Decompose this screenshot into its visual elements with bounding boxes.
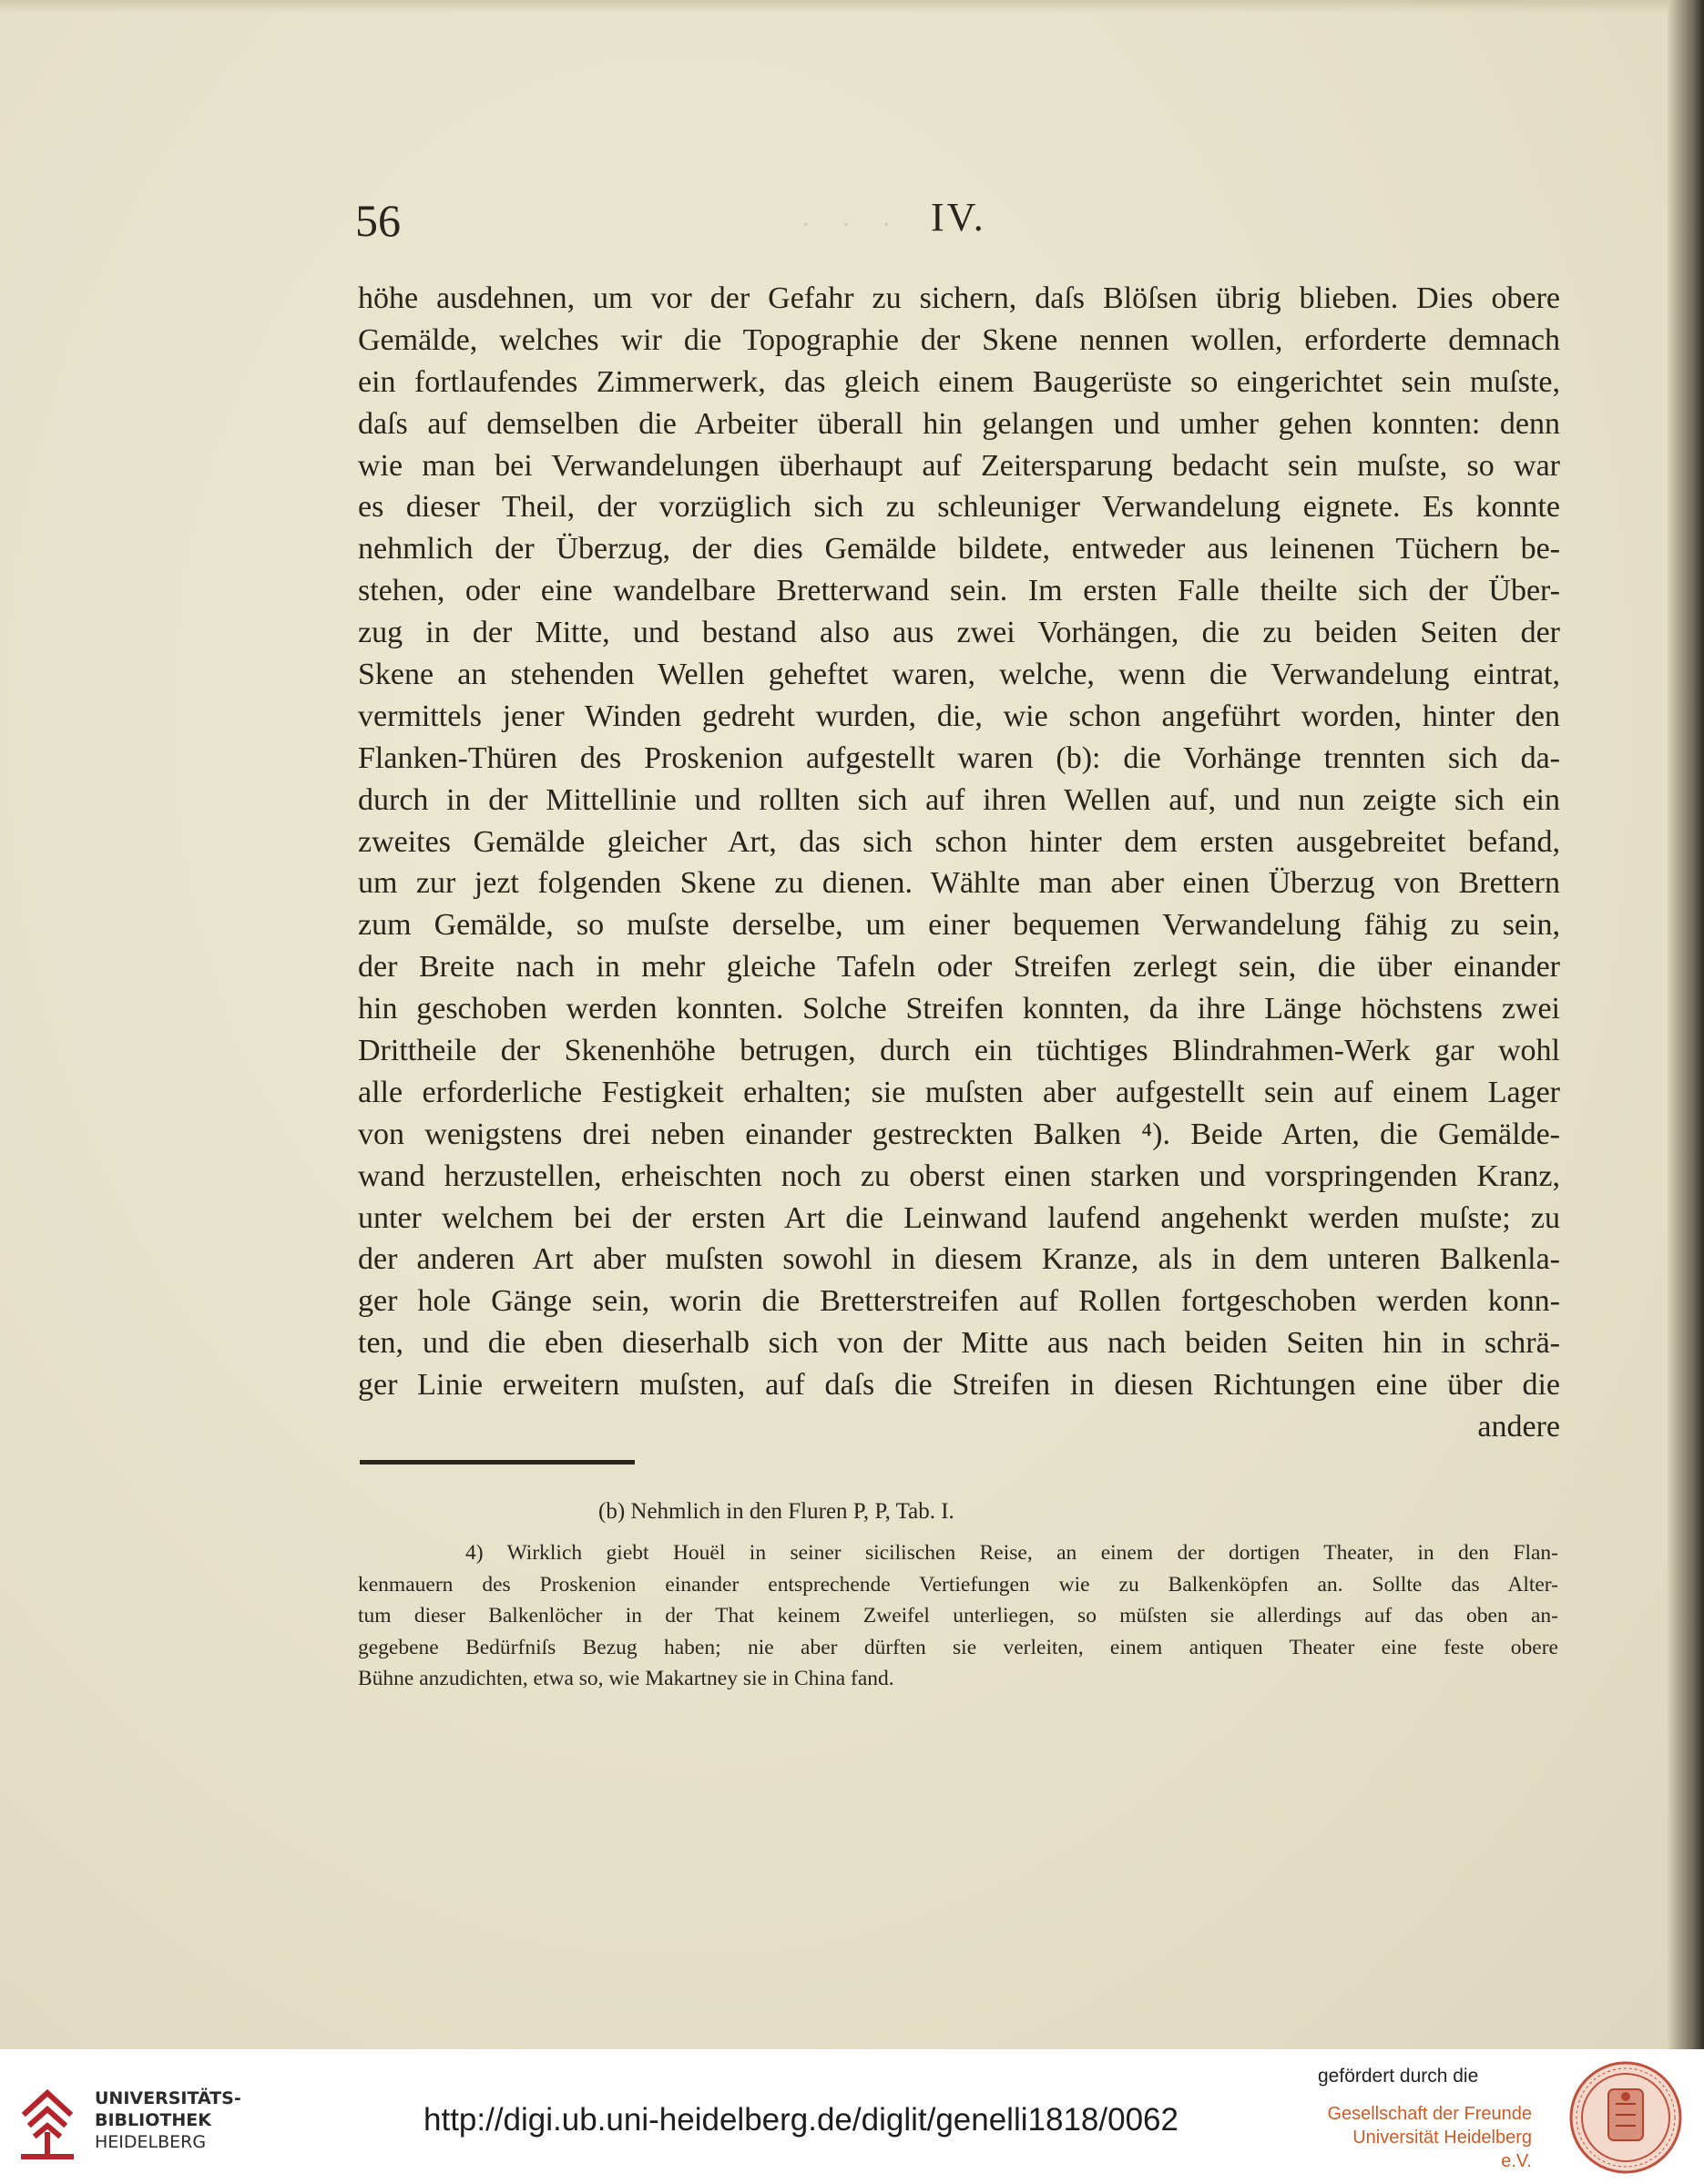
body-line: wie man bei Verwandelungen überhaupt auf Zeitersparung bedacht sein muſste, so war: [358, 448, 1560, 483]
permalink-url[interactable]: http://digi.ub.uni-heidelberg.de/diglit/genelli1818/0062: [423, 2102, 1179, 2138]
body-line: stehen, oder eine wandelbare Bretterwand sein. Im ersten Falle theilte sich der Über-: [358, 574, 1560, 608]
body-line: Skene an stehenden Wellen geheftet waren, welche, wenn die Verwandelung eintrat,: [358, 658, 1560, 692]
body-line: der anderen Art aber muſsten sowohl in diesem Kranze, als in dem unteren Balkenla-: [358, 1242, 1560, 1277]
body-line: andere: [1477, 1410, 1560, 1444]
body-line: vermittels jener Winden gedreht wurden, die, wie schon angeführt worden, hinter den: [358, 699, 1560, 733]
footnote-line: Bühne anzudichten, etwa so, wie Makartney sie in China fand.: [358, 1667, 894, 1690]
body-line: ger Linie erweitern muſsten, auf daſs die Streifen in diesen Richtungen eine über die: [358, 1368, 1560, 1403]
body-line: durch in der Mittellinie und rollten sich auf ihren Wellen auf, und nun zeigte sich ein: [358, 782, 1560, 817]
body-line: ten, und die eben dieserhalb sich von der Mitte aus nach beiden Seiten hin in schrä-: [358, 1326, 1560, 1361]
body-line: zum Gemälde, so muſste derselbe, um einer bequemen Verwandelung fähig zu sein,: [358, 908, 1560, 943]
library-name-line3: HEIDELBERG: [95, 2132, 207, 2152]
body-line: hin geschoben werden konnten. Solche Streifen konnten, da ihre Länge höchstens zwei: [358, 992, 1560, 1026]
body-line: unter welchem bei der ersten Art die Leinwand laufend angehenkt werden muſste; zu: [358, 1200, 1560, 1235]
body-line: höhe ausdehnen, um vor der Gefahr zu sichern, daſs Blöſsen übrig blieben. Dies obere: [358, 281, 1560, 315]
body-line: ein fortlaufendes Zimmerwerk, das gleich einem Baugerüste so eingerichtet sein muſste,: [358, 364, 1560, 399]
library-logo-icon: [16, 2077, 80, 2160]
sponsor-name: [1318, 2102, 1532, 2173]
body-line: alle erforderliche Festigkeit erhalten; sie muſsten aber aufgestellt sein auf einem Lager: [358, 1075, 1560, 1109]
footnote-4: [358, 1537, 1558, 1695]
sponsor-intro: gefördert durch die: [1318, 2066, 1479, 2087]
footnote-line: gegebene Bedürfniſs Bezug haben; nie aber dürften sie verleiten, einem antiquen Theater eine feste obere: [358, 1635, 1558, 1659]
footnote-line: kenmauern des Proskenion einander entsprechende Vertiefungen wie zu Balkenköpfen an. Sollte das Alter-: [358, 1572, 1558, 1597]
body-line: zug in der Mitte, und bestand also aus zwei Vorhängen, die zu beiden Seiten der: [358, 616, 1560, 650]
body-line: von wenigstens drei neben einander gestreckten Balken ⁴). Beide Arten, die Gemälde-: [358, 1117, 1560, 1151]
library-name-line1: UNIVERSITÄTS-: [95, 2088, 241, 2108]
body-line: Gemälde, welches wir die Topographie der Skene nennen wollen, erforderte demnach: [358, 322, 1560, 357]
page-binding-shadow: [1668, 0, 1704, 2049]
body-line: nehmlich der Überzug, der dies Gemälde bildete, entweder aus leinenen Tüchern be-: [358, 532, 1560, 566]
running-head: IV.: [931, 195, 986, 240]
body-line: der Breite nach in mehr gleiche Tafeln oder Streifen zerlegt sein, die über einander: [358, 950, 1560, 985]
footnote-line: 4) Wirklich giebt Houël in seiner sicilischen Reise, an einem der dortigen Theater, in den Flan-: [465, 1541, 1558, 1565]
body-line: zweites Gemälde gleicher Art, das sich schon hinter dem ersten ausgebreitet befand,: [358, 824, 1560, 859]
body-line: Drittheile der Skenenhöhe betrugen, durch ein tüchtiges Blindrahmen-Werk gar wohl: [358, 1034, 1560, 1068]
bleed-through-text: · · ·: [801, 211, 903, 240]
body-line: es dieser Theil, der vorzüglich sich zu schleuniger Verwandelung eignete. Es konnte: [358, 490, 1560, 525]
body-line: Flanken-Thüren des Proskenion aufgestellt waren (b): die Vorhänge trennten sich da-: [358, 740, 1560, 775]
body-line: ger hole Gänge sein, worin die Bretterstreifen auf Rollen fortgeschoben werden konn-: [358, 1284, 1560, 1319]
body-line: daſs auf demselben die Arbeiter überall hin gelangen und umher gehen konnten: denn: [358, 406, 1560, 441]
sponsor-name-line1: Gesellschaft der Freunde: [1327, 2104, 1532, 2124]
body-line: wand herzustellen, erheischten noch zu oberst einen starken und vorspringenden Kranz,: [358, 1158, 1560, 1193]
library-name: [95, 2087, 241, 2153]
footnote-line: tum dieser Balkenlöcher in der That keinem Zweifel unterliegen, so müſsten sie allerdings auf das oben an-: [358, 1604, 1558, 1628]
body-line: um zur jezt folgenden Skene zu dienen. Wählte man aber einen Überzug von Brettern: [358, 866, 1560, 901]
university-seal-icon: [1568, 2060, 1683, 2175]
footnote-b: (b) Nehmlich in den Fluren P, P, Tab. I.: [598, 1499, 954, 1524]
footnote-rule: [360, 1460, 635, 1465]
page-top-shadow: [0, 0, 1704, 13]
sponsor-name-line2: Universität Heidelberg e.V.: [1352, 2128, 1532, 2171]
body-text: [358, 278, 1560, 1448]
page-number: 56: [355, 195, 401, 246]
library-name-line2: BIBLIOTHEK: [95, 2110, 211, 2130]
